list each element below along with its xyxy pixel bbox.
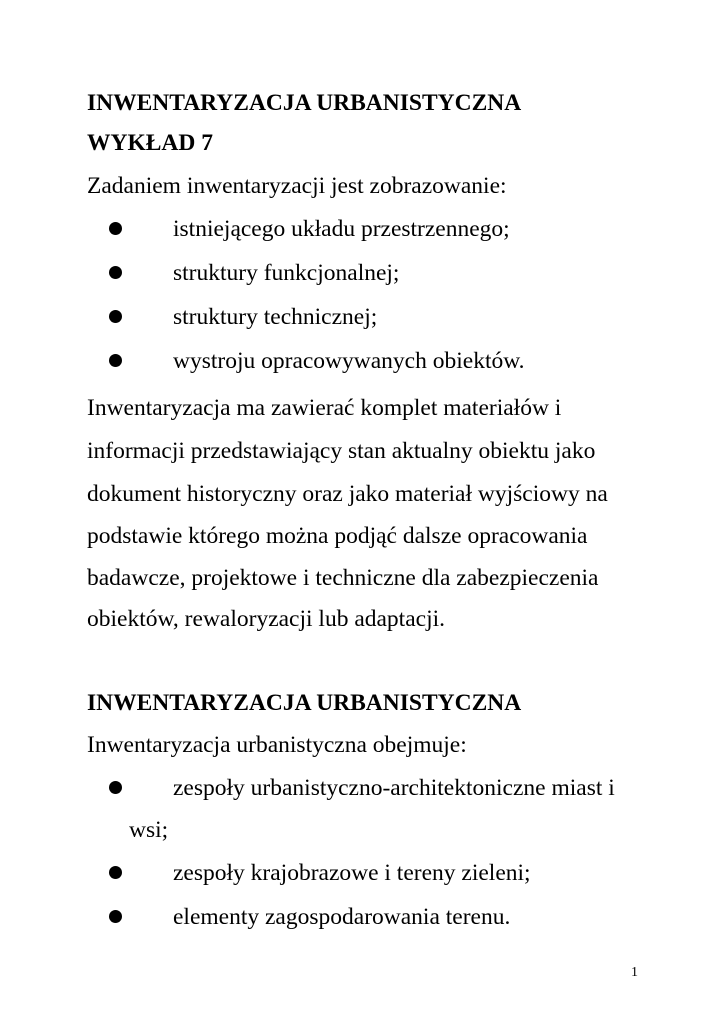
bullet-dot bbox=[109, 866, 122, 879]
bullet-item-continuation: wsi; bbox=[129, 817, 169, 843]
bullet-dot bbox=[109, 354, 122, 367]
section-heading: INWENTARYZACJA URBANISTYCZNA bbox=[87, 90, 522, 116]
section-heading: INWENTARYZACJA URBANISTYCZNA bbox=[87, 690, 522, 716]
bullet-item: struktury technicznej; bbox=[173, 304, 378, 330]
paragraph-line: obiektów, rewaloryzacji lub adaptacji. bbox=[87, 606, 446, 632]
bullet-item: zespoły urbanistyczno-architektoniczne miast i bbox=[173, 775, 615, 801]
bullet-dot bbox=[109, 266, 122, 279]
bullet-item: istniejącego układu przestrzennego; bbox=[173, 216, 510, 242]
bullet-dot bbox=[109, 222, 122, 235]
paragraph-line: badawcze, projektowe i techniczne dla zabezpieczenia bbox=[87, 565, 599, 591]
bullet-dot bbox=[109, 310, 122, 323]
paragraph-line: informacji przedstawiający stan aktualny obiektu jako bbox=[87, 438, 596, 464]
bullet-item: elementy zagospodarowania terenu. bbox=[173, 904, 511, 930]
page-number: 1 bbox=[631, 965, 638, 980]
bullet-item: wystroju opracowywanych obiektów. bbox=[173, 348, 525, 374]
paragraph-line: podstawie którego można podjąć dalsze opracowania bbox=[87, 523, 588, 549]
lecture-title: WYKŁAD 7 bbox=[87, 130, 213, 156]
paragraph-line: Inwentaryzacja ma zawierać komplet materiałów i bbox=[87, 395, 562, 421]
intro-text: Zadaniem inwentaryzacji jest zobrazowanie: bbox=[87, 173, 507, 199]
intro-text: Inwentaryzacja urbanistyczna obejmuje: bbox=[87, 732, 467, 758]
bullet-item: struktury funkcjonalnej; bbox=[173, 260, 400, 286]
bullet-dot bbox=[109, 910, 122, 923]
bullet-dot bbox=[109, 781, 122, 794]
bullet-item: zespoły krajobrazowe i tereny zieleni; bbox=[173, 860, 531, 886]
paragraph-line: dokument historyczny oraz jako materiał wyjściowy na bbox=[87, 481, 608, 507]
